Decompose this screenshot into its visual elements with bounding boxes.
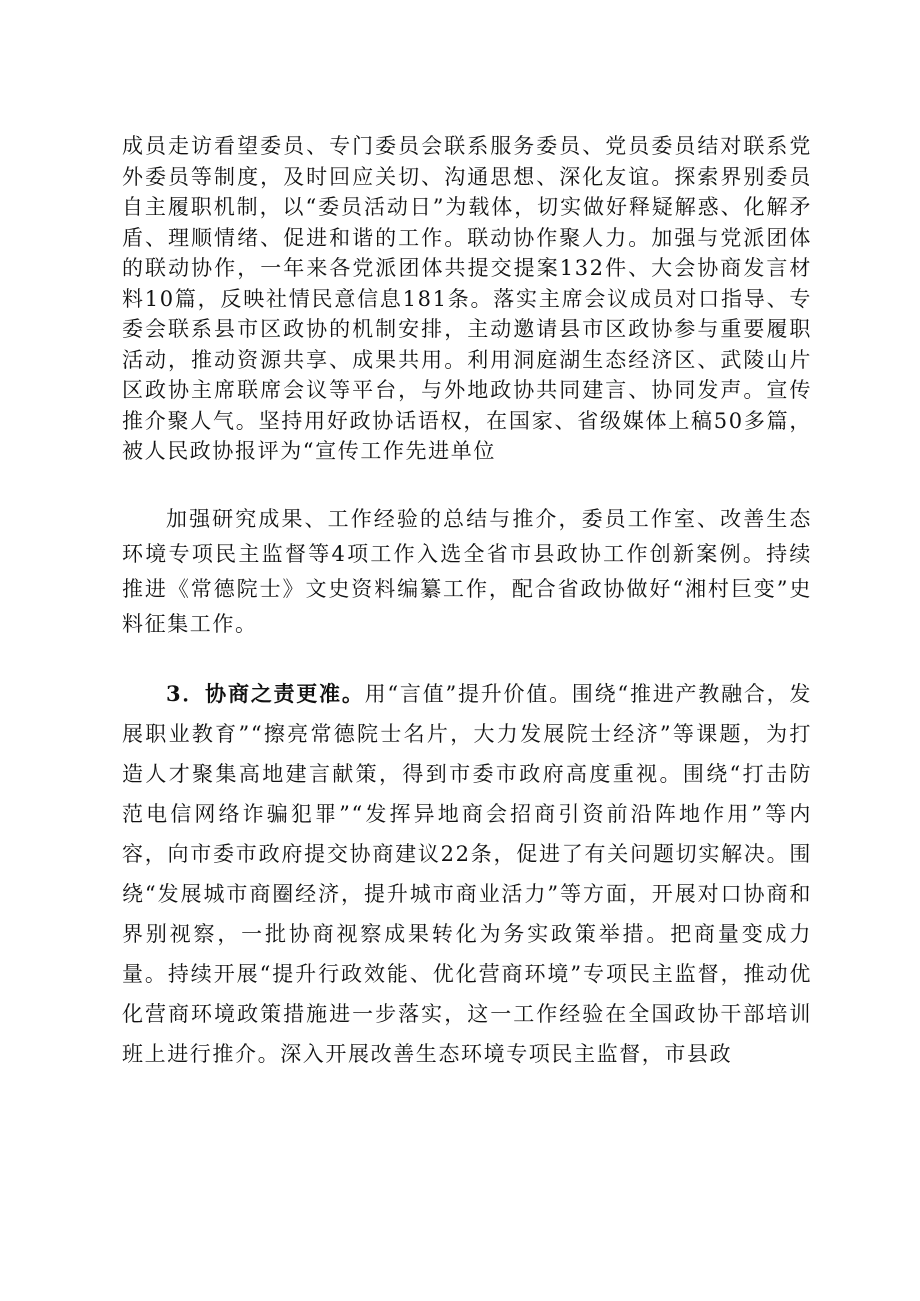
section-heading: 3．协商之责更准。 (166, 681, 365, 706)
paragraph-1: 成员走访看望委员、专门委员会联系服务委员、党员委员结对联系党外委员等制度，及时回应关切、沟通思想、深化友谊。探索界别委员自主履职机制，以“委员活动日”为载体，切实做好释疑解惑、化解矛盾、理顺情绪、促进和谐的工作。联动协作聚人力。加强与党派团体的联动协作，一年来各党派团体共提交提案132件、大会协商发言材料10篇，反映社情民意信息181条。落实主席会议成员对口指导、专委会联系县市区政协的机制安排，主动邀请县市区政协参与重要履职活动，推动资源共享、成果共用。利用洞庭湖生态经济区、武陵山片区政协主席联席会议等平台，与外地政协共同建言、协同发声。宣传推介聚人气。坚持用好政协话语权，在国家、省级媒体上稿50多篇，被人民政协报评为“宣传工作先进单位 (122, 134, 812, 463)
paragraph-2: 加强研究成果、工作经验的总结与推介，委员工作室、改善生态环境专项民主监督等4项工作入选全省市县政协工作创新案例。持续推进《常德院士》文史资料编纂工作，配合省政协做好“湘村巨变”史料征集工作。 (122, 507, 812, 636)
paragraph-3 (122, 674, 812, 1074)
paragraph-3-body: 用“言值”提升价值。围绕“推进产教融合，发展职业教育”“擦亮常德院士名片，大力发展院士经济”等课题，为打造人才聚集高地建言献策，得到市委市政府高度重视。围绕“打击防范电信网络诈骗犯罪”“发挥异地商会招商引资前沿阵地作用”等内容，向市委市政府提交协商建议22条，促进了有关问题切实解决。围绕“发展城市商圈经济，提升城市商业活力”等方面，开展对口协商和界别视察，一批协商视察成果转化为务实政策举措。把商量变成力量。持续开展“提升行政效能、优化营商环境”专项民主监督，推动优化营商环境政策措施进一步落实，这一工作经验在全国政协干部培训班上进行推介。深入开展改善生态环境专项民主监督，市县政 (122, 682, 812, 1066)
